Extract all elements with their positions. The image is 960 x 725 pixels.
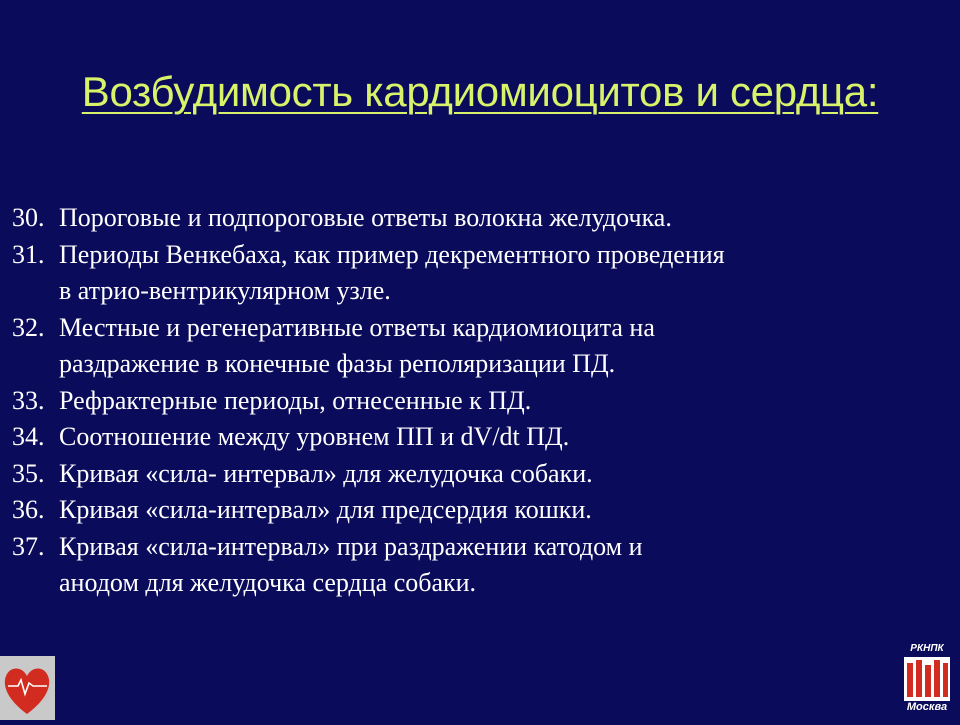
- rknpk-emblem-icon: [904, 657, 950, 701]
- topic-number: 34.: [12, 422, 45, 451]
- topic-number: 36.: [12, 495, 45, 524]
- topic-item: [12, 456, 947, 493]
- topic-text-line: Соотношение между уровнем ПП и dV/dt ПД.: [59, 422, 570, 451]
- topic-text-line: Кривая «сила-интервал» для предсердия кошки.: [59, 495, 592, 524]
- rknpk-logo: [898, 643, 956, 717]
- topic-list: [12, 200, 947, 602]
- rknpk-city: Москва: [906, 701, 948, 713]
- topic-number: 33.: [12, 385, 45, 415]
- topic-number: 31.: [12, 239, 45, 269]
- topic-item: [12, 237, 947, 310]
- rknpk-abbr: РКНПК: [910, 643, 944, 654]
- topic-item: [12, 419, 947, 456]
- topic-item: [12, 492, 947, 529]
- society-heart-logo: [0, 656, 55, 720]
- topic-text-line: Пороговые и подпороговые ответы волокна желудочка.: [59, 203, 672, 232]
- topic-item: [12, 200, 947, 237]
- topic-number: 37.: [12, 531, 45, 561]
- slide-title: Возбудимость кардиомиоцитов и сердца:: [81, 68, 879, 115]
- heart-logo-icon: [0, 656, 55, 720]
- topic-item: [12, 383, 947, 420]
- topic-number: 30.: [12, 203, 45, 232]
- topic-item: [12, 310, 947, 383]
- topic-text-line: Местные и регенеративные ответы кардиомиоцита на: [59, 312, 655, 342]
- topic-number: 35.: [12, 458, 45, 488]
- topic-number: 32.: [12, 312, 45, 342]
- topic-text-line: Кривая «сила-интервал» при раздражении катодом и: [59, 531, 643, 561]
- topic-text-line: раздражение в конечные фазы реполяризации ПД.: [59, 349, 616, 378]
- topic-item: [12, 529, 947, 602]
- topic-text-line: в атрио-вентрикулярном узле.: [59, 276, 391, 305]
- topic-text-line: Периоды Венкебаха, как пример декрементного проведения: [59, 239, 725, 269]
- topic-text-line: Рефрактерные периоды, отнесенные к ПД.: [59, 385, 532, 415]
- topic-text-line: анодом для желудочка сердца собаки.: [59, 568, 477, 597]
- topic-text-line: Кривая «сила- интервал» для желудочка собаки.: [59, 458, 593, 488]
